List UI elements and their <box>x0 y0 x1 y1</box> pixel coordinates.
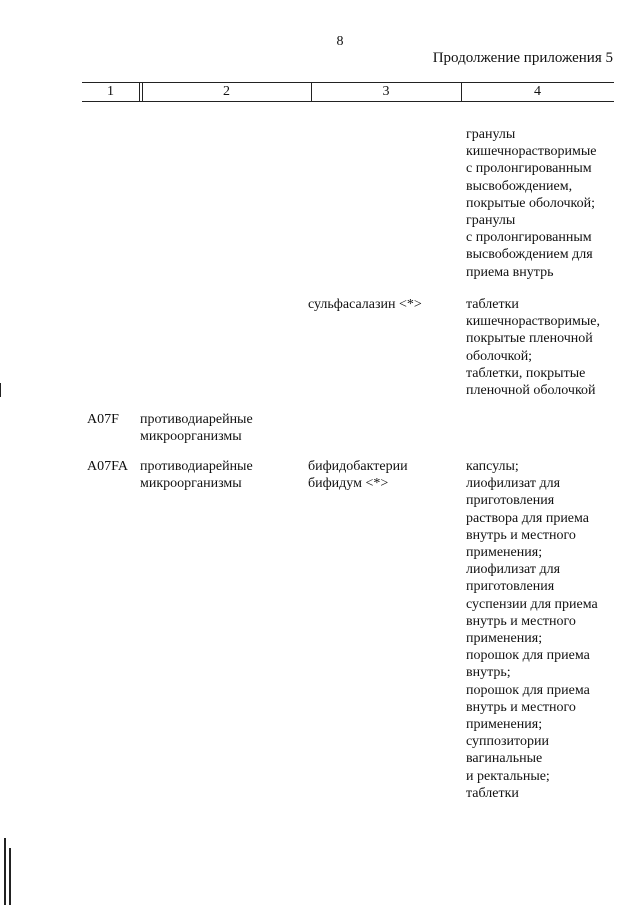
scan-edge-mark <box>0 383 1 397</box>
scan-edge-mark <box>4 838 6 905</box>
table-row-drug: сульфасалазин <*> <box>308 297 422 312</box>
header-col-1: 1 <box>107 84 114 99</box>
header-col-3: 3 <box>382 84 390 99</box>
scan-edge-mark <box>9 848 11 905</box>
header-divider <box>139 83 140 101</box>
page-number: 8 <box>336 34 344 49</box>
table-row-drug: бифидобактерии бифидум <*> <box>308 459 408 492</box>
table-row-forms: капсулы; лиофилизат для приготовления раствора для приема внутрь и местного применения; лиофилизат для приготовления суспензии для приема внутрь и местного применения; порошок для приема внутрь; порошок для приема внутрь и местного применения; суппозитории вагинальные и ректальные; таблетки <box>466 459 598 801</box>
continuation-label: Продолжение приложения 5 <box>432 50 613 66</box>
table-row-forms: таблетки кишечнорастворимые, покрытые пленочной оболочкой; таблетки, покрытые пленочной оболочкой <box>466 297 601 399</box>
table-row-code: A07F <box>87 412 119 427</box>
table-header <box>82 82 614 102</box>
header-col-4: 4 <box>534 84 541 99</box>
table-row-code: A07FA <box>87 459 128 474</box>
header-col-2: 2 <box>223 84 230 99</box>
table-row-group: противодиарейные микроорганизмы <box>140 412 253 445</box>
table-row-group: противодиарейные микроорганизмы <box>140 459 253 492</box>
table-row-forms: гранулы кишечнорастворимые с пролонгированным высвобождением, покрытые оболочкой; гранулы с пролонгированным высвобождением для приема внутрь <box>466 127 597 280</box>
